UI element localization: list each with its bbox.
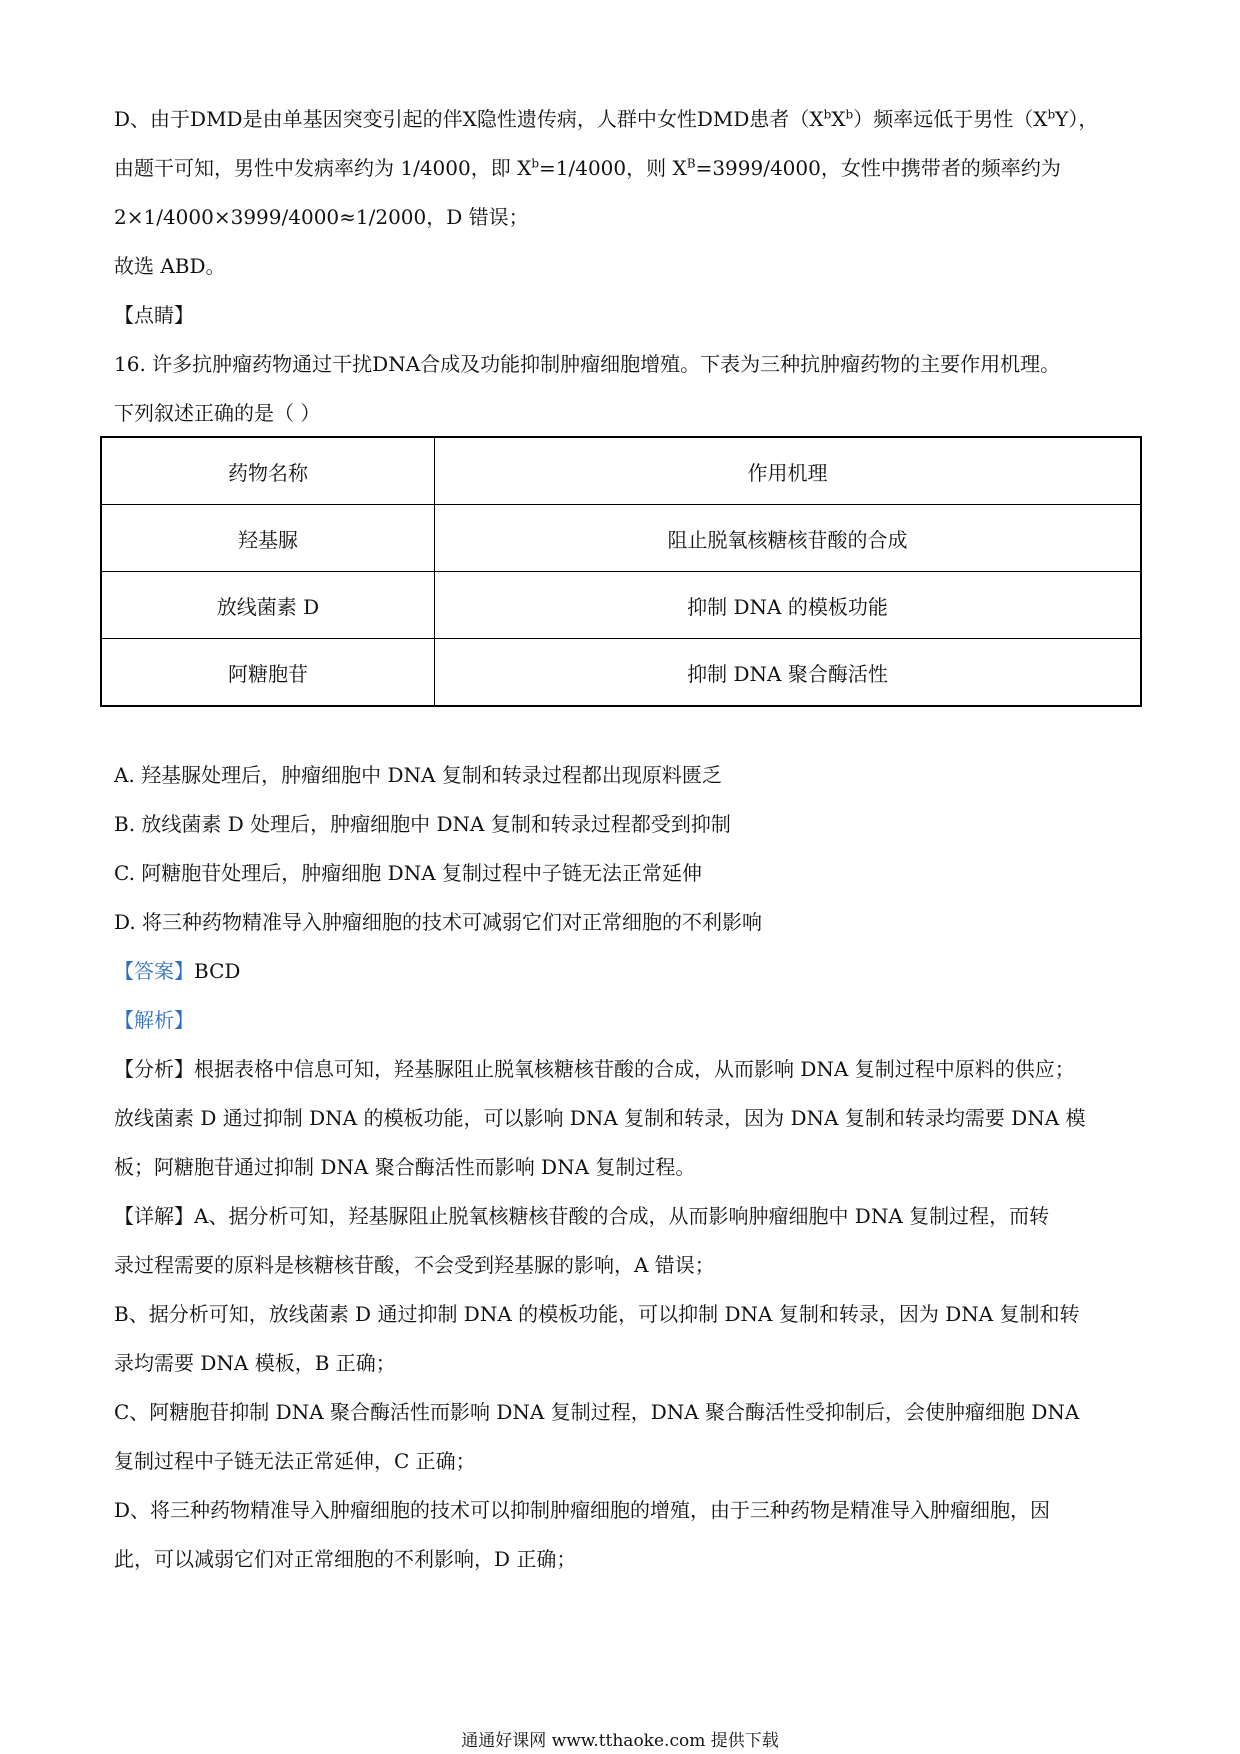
table-cell-drug: 放线菌素 D xyxy=(101,572,435,639)
table-row xyxy=(101,572,1141,639)
option-b: B. 放线菌素 D 处理后，肿瘤细胞中 DNA 复制和转录过程都受到抑制 xyxy=(114,812,731,836)
analysis-line: 放线菌素 D 通过抑制 DNA 的模板功能，可以影响 DNA 复制和转录，因为 DNA 复制和转录均需要 DNA 模 xyxy=(114,1106,1086,1130)
analysis-line: C、阿糖胞苷抑制 DNA 聚合酶活性而影响 DNA 复制过程，DNA 聚合酶活性受抑制后，会使肿瘤细胞 DNA xyxy=(114,1400,1080,1424)
question-stem-line-2: 下列叙述正确的是（ ） xyxy=(114,401,321,425)
table-cell-mechanism: 阻止脱氧核糖核苷酸的合成 xyxy=(435,505,1142,572)
analysis-line: B、据分析可知，放线菌素 D 通过抑制 DNA 的模板功能，可以抑制 DNA 复制和转录，因为 DNA 复制和转 xyxy=(114,1302,1080,1326)
option-d: D. 将三种药物精准导入肿瘤细胞的技术可减弱它们对正常细胞的不利影响 xyxy=(114,910,763,934)
prev-option-d-line-2: 由题干可知，男性中发病率约为 1/4000，即 $X^b=1/4000$，则 $X^B=3999/4000$，女性中携带者的频率约为 xyxy=(114,156,1061,180)
analysis-line: 板；阿糖胞苷通过抑制 DNA 聚合酶活性而影响 DNA 复制过程。 xyxy=(114,1155,696,1179)
table-cell-drug: 阿糖胞苷 xyxy=(101,639,435,707)
table-cell-mechanism: 抑制 DNA 聚合酶活性 xyxy=(435,639,1142,707)
table-header-row xyxy=(101,437,1141,505)
table-header-cell: 作用机理 xyxy=(435,437,1142,505)
answer-value: BCD xyxy=(194,959,241,983)
table-row xyxy=(101,505,1141,572)
answer-label: 【答案】 xyxy=(114,959,194,983)
analysis-line: 录过程需要的原料是核糖核苷酸，不会受到羟基脲的影响，A 错误； xyxy=(114,1253,715,1277)
analysis-label: 【解析】 xyxy=(114,1008,194,1032)
table-cell-drug: 羟基脲 xyxy=(101,505,435,572)
option-c: C. 阿糖胞苷处理后，肿瘤细胞 DNA 复制过程中子链无法正常延伸 xyxy=(114,861,702,885)
dianjing-label: 【点睛】 xyxy=(114,303,194,327)
analysis-line: D、将三种药物精准导入肿瘤细胞的技术可以抑制肿瘤细胞的增殖，由于三种药物是精准导入肿瘤细胞，因 xyxy=(114,1498,1051,1522)
drug-mechanism-table xyxy=(100,436,1142,707)
analysis-line: 录均需要 DNA 模板，B 正确； xyxy=(114,1351,396,1375)
table-row xyxy=(101,639,1141,707)
option-a: A. 羟基脲处理后，肿瘤细胞中 DNA 复制和转录过程都出现原料匮乏 xyxy=(114,763,722,787)
analysis-line: 【分析】根据表格中信息可知，羟基脲阻止脱氧核糖核苷酸的合成，从而影响 DNA 复制过程中原料的供应； xyxy=(114,1057,1075,1081)
prev-option-d-line-3: 2×1/4000×3999/4000≈1/2000，D 错误； xyxy=(114,205,529,229)
table-header-cell: 药物名称 xyxy=(101,437,435,505)
analysis-line: 复制过程中子链无法正常延伸，C 正确； xyxy=(114,1449,476,1473)
analysis-line: 此，可以减弱它们对正常细胞的不利影响，D 正确； xyxy=(114,1547,577,1571)
prev-option-d-line-1: D、由于DMD是由单基因突变引起的伴X隐性遗传病，人群中女性DMD患者$(X^bX^b)$频率远低于男性$(X^bY)$， xyxy=(114,107,1099,131)
table-cell-mechanism: 抑制 DNA 的模板功能 xyxy=(435,572,1142,639)
page-footer: 通通好课网 www.tthaoke.com 提供下载 xyxy=(461,1731,779,1751)
answer-line xyxy=(114,956,240,986)
question-stem-line-1: 16. 许多抗肿瘤药物通过干扰DNA合成及功能抑制肿瘤细胞增殖。下表为三种抗肿瘤药物的主要作用机理。 xyxy=(114,352,1061,376)
analysis-line: 【详解】A、据分析可知，羟基脲阻止脱氧核糖核苷酸的合成，从而影响肿瘤细胞中 DNA 复制过程，而转 xyxy=(114,1204,1050,1228)
conclusion: 故选 ABD。 xyxy=(114,254,226,278)
